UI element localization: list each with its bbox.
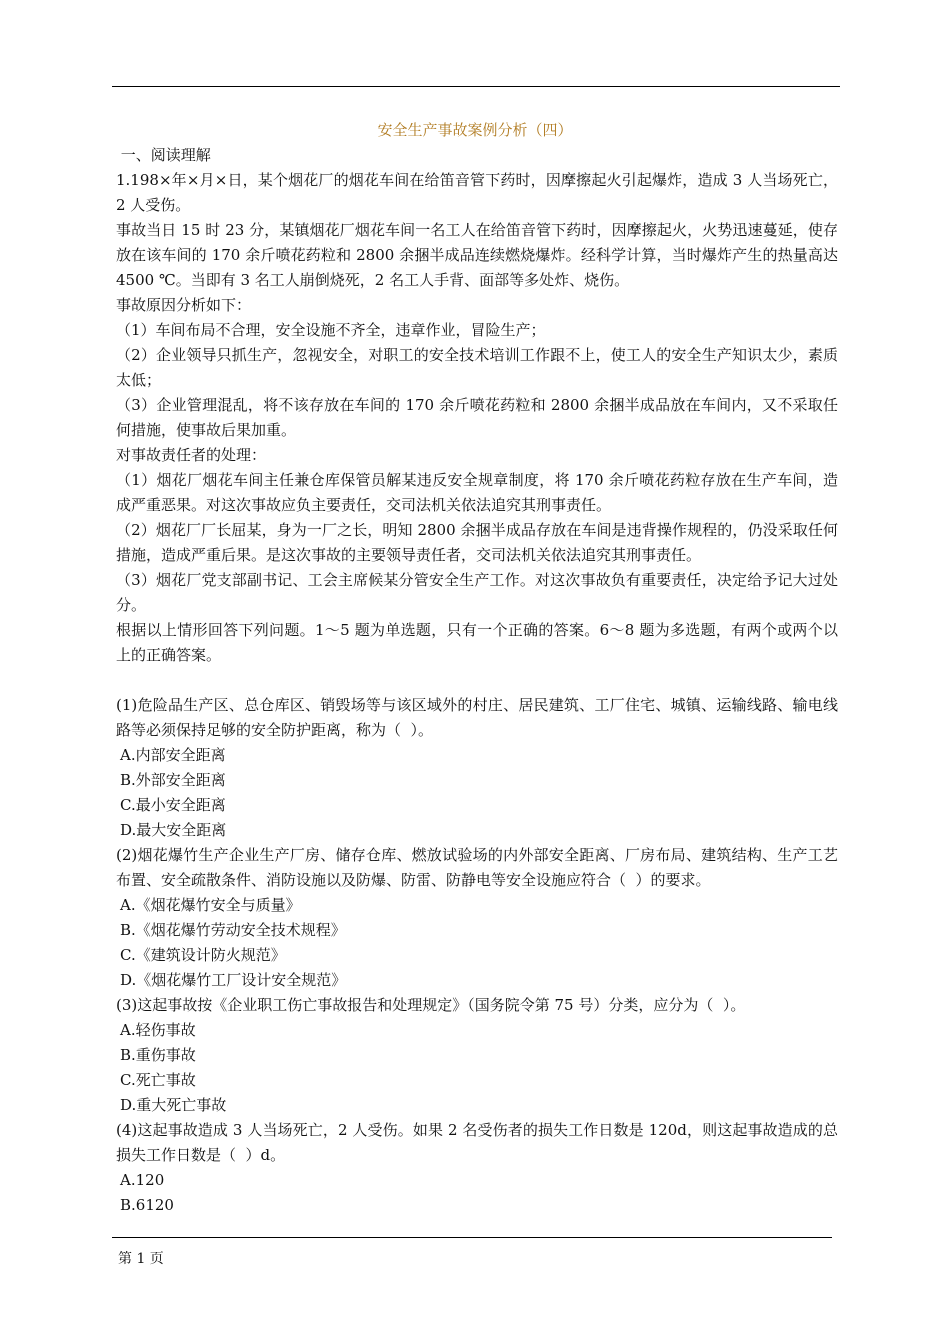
question-stem: (3)这起事故按《企业职工伤亡事故报告和处理规定》（国务院令第 75 号）分类，应分为（ ）。: [116, 996, 746, 1014]
spacer: [116, 668, 838, 693]
instructions: 根据以上情形回答下列问题。1～5 题为单选题，只有一个正确的答案。6～8 题为多选题，有两个或两个以上的正确答案。: [116, 621, 838, 664]
header-rule: [112, 86, 840, 87]
option-d: D.最大安全距离: [120, 821, 227, 839]
option-a: A.轻伤事故: [120, 1021, 196, 1039]
cause-item: （3）企业管理混乱，将不该存放在车间的 170 余斤喷花药粒和 2800 余捆半成品放在车间内，又不采取任何措施，使事故后果加重。: [116, 396, 838, 439]
cause-heading: 事故原因分析如下：: [116, 296, 252, 314]
page-number: 第 1 页: [118, 1251, 164, 1267]
option-c: C.最小安全距离: [120, 796, 226, 814]
handling-item: （1）烟花厂烟花车间主任兼仓库保管员解某违反安全规章制度，将 170 余斤喷花药粒存放在生产车间，造成严重恶果。对这次事故应负主要责任，交司法机关依法追究其刑事责任。: [116, 471, 838, 514]
option-a: A.内部安全距离: [120, 746, 226, 764]
cause-item: （1）车间布局不合理，安全设施不齐全，违章作业，冒险生产；: [116, 321, 546, 339]
case-paragraph: 事故当日 15 时 23 分，某镇烟花厂烟花车间一名工人在给笛音管下药时，因摩擦起火，火势迅速蔓延，使存放在该车间的 170 余斤喷花药粒和 2800 余捆半成品连续燃烧爆炸。经科学计算，当时爆炸产生的热量高达 4500 ℃。当即有 3 名工人崩倒烧死，2 名工人手背、面部等多处炸、烧伤。: [116, 221, 843, 289]
option-c: C.《建筑设计防火规范》: [120, 946, 286, 964]
option-b: B.重伤事故: [120, 1046, 196, 1064]
section-heading: 一、阅读理解: [116, 146, 211, 164]
option-d: D.《烟花爆竹工厂设计安全规范》: [120, 971, 347, 989]
footer-rule: [112, 1237, 832, 1238]
document-title: 安全生产事故案例分析（四）: [377, 121, 573, 139]
option-a: A.120: [120, 1171, 165, 1189]
option-b: B.外部安全距离: [120, 771, 226, 789]
option-b: B.6120: [120, 1196, 174, 1214]
case-paragraph: 1.198×年×月×日，某个烟花厂的烟花车间在给笛音管下药时，因摩擦起火引起爆炸，造成 3 人当场死亡，2 人受伤。: [116, 171, 838, 214]
question-stem: (1)危险品生产区、总仓库区、销毁场等与该区域外的村庄、居民建筑、工厂住宅、城镇、运输线路、输电线路等必须保持足够的安全防护距离，称为（ ）。: [116, 696, 838, 739]
question-stem: (4)这起事故造成 3 人当场死亡，2 人受伤。如果 2 名受伤者的损失工作日数是 120d，则这起事故造成的总损失工作日数是（ ）d。: [116, 1121, 838, 1164]
option-a: A.《烟花爆竹安全与质量》: [120, 896, 301, 914]
option-d: D.重大死亡事故: [120, 1096, 227, 1114]
handling-heading: 对事故责任者的处理：: [116, 446, 267, 464]
document-body: [116, 143, 843, 1218]
cause-item: （2）企业领导只抓生产，忽视安全，对职工的安全技术培训工作跟不上，使工人的安全生产知识太少，素质太低；: [116, 346, 838, 389]
option-c: C.死亡事故: [120, 1071, 196, 1089]
question-stem: (2)烟花爆竹生产企业生产厂房、储存仓库、燃放试验场的内外部安全距离、厂房布局、建筑结构、生产工艺布置、安全疏散条件、消防设施以及防爆、防雷、防静电等安全设施应符合（ ）的要求。: [116, 846, 838, 889]
option-b: B.《烟花爆竹劳动安全技术规程》: [120, 921, 346, 939]
handling-item: （2）烟花厂厂长屈某，身为一厂之长，明知 2800 余捆半成品存放在车间是违背操作规程的，仍没采取任何措施，造成严重后果。是这次事故的主要领导责任者，交司法机关依法追究其刑事责任。: [116, 521, 838, 564]
handling-item: （3）烟花厂党支部副书记、工会主席候某分管安全生产工作。对这次事故负有重要责任，决定给予记大过处分。: [116, 571, 838, 614]
